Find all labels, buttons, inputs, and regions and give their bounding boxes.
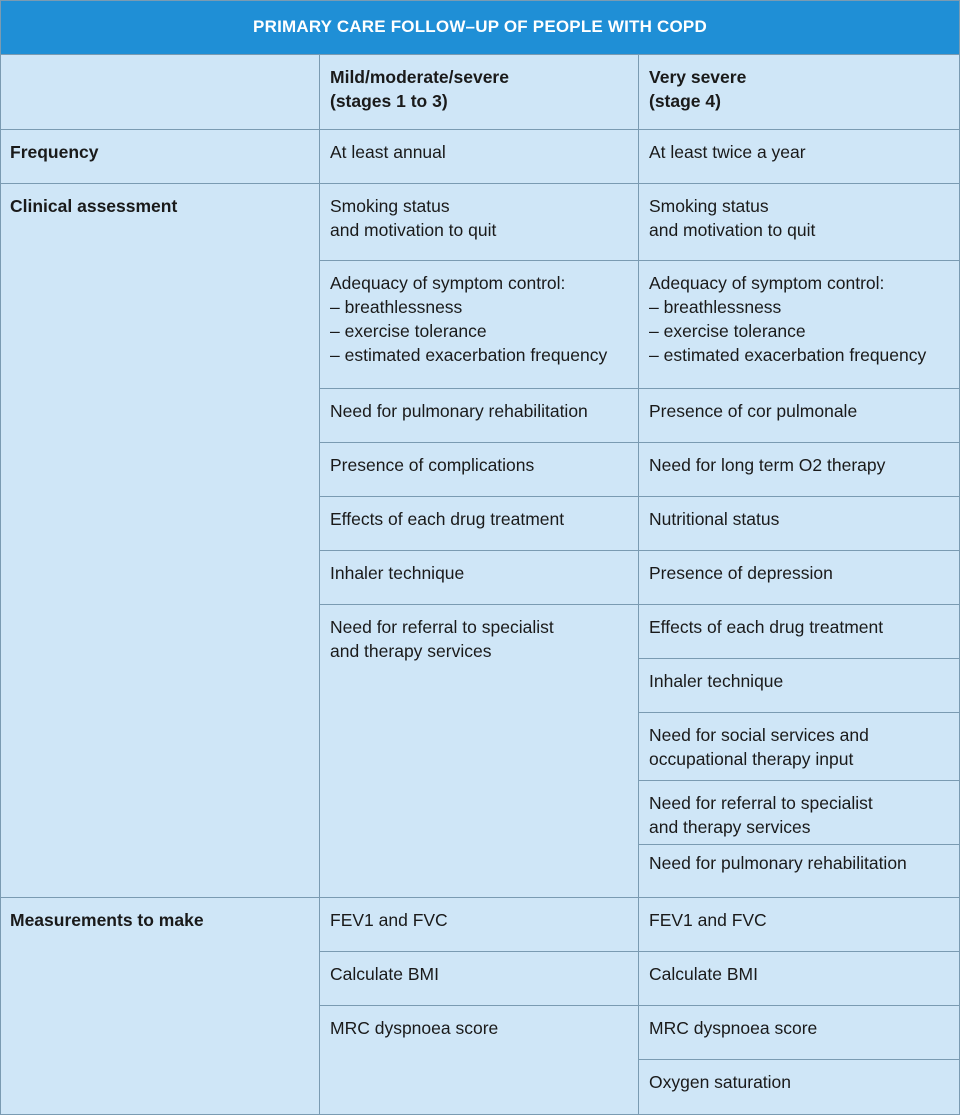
clinical-mild-item: Need for pulmonary rehabilitation xyxy=(320,389,639,443)
frequency-very-severe: At least twice a year xyxy=(639,130,960,184)
measurement-very-severe-item: FEV1 and FVC xyxy=(639,898,960,952)
row-label-measurements: Measurements to make xyxy=(0,898,320,1115)
header-mild-moderate-severe: Mild/moderate/severe (stages 1 to 3) xyxy=(320,55,639,130)
clinical-very-severe-item: Nutritional status xyxy=(639,497,960,551)
clinical-mild-item: Need for referral to specialist and therapy services xyxy=(320,605,639,898)
row-label-clinical-assessment: Clinical assessment xyxy=(0,184,320,898)
clinical-very-severe-item: Need for social services and occupational therapy input xyxy=(639,713,960,781)
clinical-mild-item: Presence of complications xyxy=(320,443,639,497)
clinical-very-severe-item: Need for long term O2 therapy xyxy=(639,443,960,497)
measurement-very-severe-item: Calculate BMI xyxy=(639,952,960,1006)
measurement-very-severe-item: Oxygen saturation xyxy=(639,1060,960,1115)
measurement-mild-item: FEV1 and FVC xyxy=(320,898,639,952)
header-very-severe: Very severe (stage 4) xyxy=(639,55,960,130)
clinical-very-severe-item: Adequacy of symptom control: – breathlessness – exercise tolerance – estimated exacerbation frequency xyxy=(639,261,960,389)
clinical-mild-item: Effects of each drug treatment xyxy=(320,497,639,551)
clinical-mild-item: Inhaler technique xyxy=(320,551,639,605)
clinical-very-severe-item: Presence of depression xyxy=(639,551,960,605)
clinical-mild-item: Smoking status and motivation to quit xyxy=(320,184,639,261)
clinical-very-severe-item: Effects of each drug treatment xyxy=(639,605,960,659)
measurement-mild-item: Calculate BMI xyxy=(320,952,639,1006)
clinical-mild-item: Adequacy of symptom control: – breathlessness – exercise tolerance – estimated exacerbation frequency xyxy=(320,261,639,389)
clinical-very-severe-item: Smoking status and motivation to quit xyxy=(639,184,960,261)
row-label-frequency: Frequency xyxy=(0,130,320,184)
clinical-very-severe-item: Need for pulmonary rehabilitation xyxy=(639,845,960,898)
table-title: PRIMARY CARE FOLLOW–UP OF PEOPLE WITH COPD xyxy=(0,0,960,55)
measurement-very-severe-item: MRC dyspnoea score xyxy=(639,1006,960,1060)
clinical-very-severe-item: Inhaler technique xyxy=(639,659,960,713)
measurement-mild-item: MRC dyspnoea score xyxy=(320,1006,639,1115)
frequency-mild: At least annual xyxy=(320,130,639,184)
header-empty-cell xyxy=(0,55,320,130)
clinical-very-severe-item: Presence of cor pulmonale xyxy=(639,389,960,443)
clinical-very-severe-item: Need for referral to specialist and therapy services xyxy=(639,781,960,845)
